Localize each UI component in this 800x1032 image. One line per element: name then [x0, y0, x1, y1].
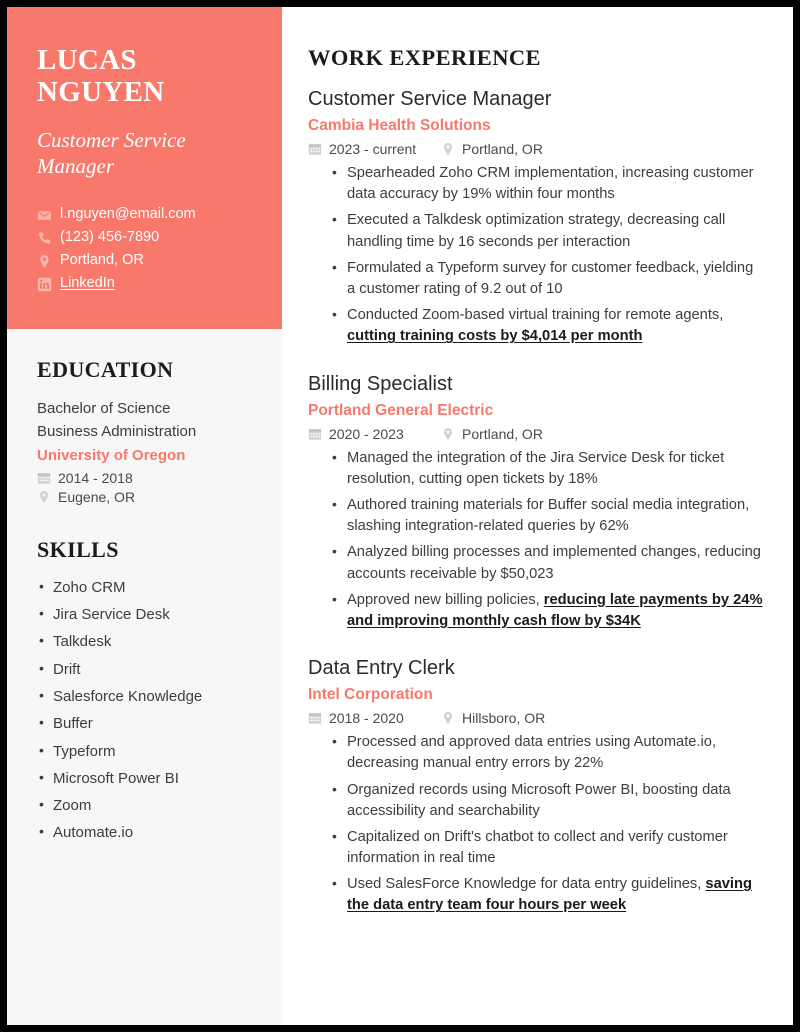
bullet-highlight: reducing late payments by 24% and improving monthly cash flow by $34K — [347, 591, 763, 629]
location-pin-icon — [37, 254, 52, 269]
job-meta — [308, 141, 763, 157]
candidate-job-title: Customer Service Manager — [37, 127, 186, 179]
education-location: Eugene, OR — [58, 488, 136, 505]
calendar-icon — [37, 471, 51, 485]
location-pin-icon — [441, 427, 455, 441]
list-item: • Typeform — [37, 741, 252, 764]
location-pin-icon — [441, 711, 455, 725]
list-item: • Zoom — [37, 795, 252, 818]
list-item: • Jira Service Desk — [37, 604, 252, 627]
bullet-highlight: saving the data entry team four hours per week — [347, 876, 752, 914]
education-field: Business Administration — [37, 423, 197, 441]
contact-email-text: l.nguyen@email.com — [60, 206, 196, 223]
list-item — [332, 448, 763, 490]
skills-heading: SKILLS — [37, 536, 119, 562]
job-dates: 2020 - 2023 — [329, 425, 404, 442]
bullet-text: Analyzed billing processes and implemented changes, reducing accounts receivable by $50,023 — [347, 544, 761, 582]
job-dates-group — [308, 710, 441, 726]
job-role: Customer Service Manager — [308, 88, 552, 110]
job-dates-group — [308, 141, 441, 157]
calendar-icon — [308, 427, 322, 441]
job-location: Hillsboro, OR — [462, 710, 546, 727]
list-item: • Automate.io — [37, 822, 252, 845]
location-pin-icon — [441, 142, 455, 156]
skills-section — [37, 537, 252, 845]
job-role: Billing Specialist — [308, 372, 453, 395]
job-company: Intel Corporation — [308, 686, 433, 704]
job-location: Portland, OR — [462, 141, 543, 158]
envelope-icon — [37, 208, 52, 223]
job-dates: 2018 - 2020 — [329, 710, 404, 727]
contact-email[interactable] — [37, 207, 252, 223]
list-item — [332, 305, 763, 347]
job-company: Cambia Health Solutions — [308, 117, 491, 134]
bullet-text: Conducted Zoom-based virtual training for remote agents, — [347, 307, 724, 324]
contact-linkedin-text[interactable]: LinkedIn — [60, 275, 115, 292]
job-location-group — [441, 426, 543, 442]
phone-icon — [37, 231, 52, 246]
job-meta — [308, 426, 763, 442]
bullet-text: Spearheaded Zoho CRM implementation, increasing customer data accuracy by 19% within four months — [347, 165, 754, 203]
job-company: Portland General Electric — [308, 401, 494, 419]
contact-list — [37, 207, 252, 292]
list-item — [332, 732, 763, 774]
contact-linkedin[interactable] — [37, 276, 252, 292]
job-role: Data Entry Clerk — [308, 657, 455, 680]
education-dates-row — [37, 470, 252, 486]
job-entry — [308, 656, 763, 917]
sidebar-body — [7, 329, 282, 845]
contact-location-text: Portland, OR — [60, 252, 144, 269]
list-item — [332, 495, 763, 537]
list-item: • Microsoft Power BI — [37, 768, 252, 791]
list-item — [332, 590, 763, 632]
bullet-text: Used SalesForce Knowledge for data entry guidelines, — [347, 876, 706, 893]
list-item — [332, 874, 763, 916]
bullet-text: Organized records using Microsoft Power BI, boosting data accessibility and searchability — [347, 781, 731, 819]
job-dates: 2023 - current — [329, 141, 417, 158]
list-item: • Talkdesk — [37, 631, 252, 654]
bullet-text: Capitalized on Drift's chatbot to collect and verify customer information in real time — [347, 828, 728, 867]
job-location-group — [441, 710, 545, 726]
bullet-highlight: cutting training costs by $4,014 per month — [347, 328, 643, 345]
job-bullets — [308, 163, 763, 347]
list-item — [332, 163, 763, 205]
bullet-text: Processed and approved data entries using Automate.io, decreasing manual entry errors by 22% — [347, 734, 717, 772]
job-bullets — [308, 732, 763, 916]
list-item: • Drift — [37, 659, 252, 682]
education-dates: 2014 - 2018 — [58, 469, 133, 486]
education-degree: Bachelor of Science — [37, 400, 171, 418]
list-item: • Zoho CRM — [37, 577, 252, 600]
job-dates-group — [308, 426, 441, 442]
job-location: Portland, OR — [462, 425, 543, 442]
list-item — [332, 258, 763, 300]
contact-phone[interactable] — [37, 230, 252, 246]
location-pin-icon — [37, 490, 51, 504]
list-item — [332, 780, 763, 822]
list-item: • Buffer — [37, 713, 252, 736]
sidebar — [7, 7, 282, 1025]
contact-phone-text: (123) 456-7890 — [60, 229, 160, 246]
education-heading: EDUCATION — [37, 357, 174, 383]
list-item — [332, 210, 763, 252]
skills-list — [37, 577, 252, 845]
bullet-text: Authored training materials for Buffer social media integration, slashing integration-related queries by 62% — [347, 497, 750, 535]
list-item: • Salesforce Knowledge — [37, 686, 252, 709]
bullet-text: Managed the integration of the Jira Service Desk for ticket resolution, cutting open tickets by 18% — [347, 449, 725, 487]
bullet-text: Executed a Talkdesk optimization strategy, decreasing call handling time by 16 seconds per interaction — [347, 212, 726, 250]
calendar-icon — [308, 711, 322, 725]
resume-page — [7, 7, 793, 1025]
linkedin-icon — [37, 277, 52, 292]
bullet-text: Formulated a Typeform survey for customer feedback, yielding a customer rating of 9.2 out of 10 — [347, 259, 754, 297]
sidebar-header — [7, 7, 282, 329]
list-item — [332, 827, 763, 869]
list-item — [332, 542, 763, 584]
work-experience-heading: WORK EXPERIENCE — [308, 45, 541, 70]
job-meta — [308, 710, 763, 726]
contact-location — [37, 253, 252, 269]
job-bullets — [308, 448, 763, 632]
education-school: University of Oregon — [37, 446, 186, 464]
education-location-row — [37, 489, 252, 505]
job-entry — [308, 372, 763, 633]
candidate-name: LUCAS NGUYEN — [37, 44, 165, 108]
education-section — [37, 357, 252, 505]
calendar-icon — [308, 142, 322, 156]
job-location-group — [441, 141, 543, 157]
bullet-text: Approved new billing policies, — [347, 591, 544, 608]
main-content — [282, 7, 793, 1025]
job-entry — [308, 87, 763, 348]
